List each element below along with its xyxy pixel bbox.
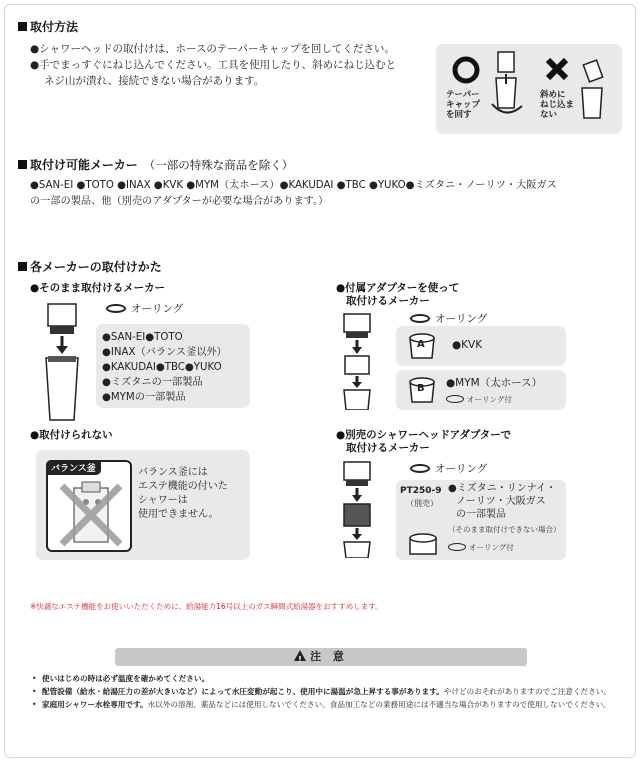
adapter-b-letter: B xyxy=(417,383,425,394)
separate-model-note: （別売） xyxy=(406,499,438,508)
separate-title-2: 取付けるメーカー xyxy=(346,442,430,454)
adapter-a-maker: ●KVK xyxy=(452,339,483,351)
separate-oring-attached: オーリング付 xyxy=(448,542,514,553)
install-illustration xyxy=(436,44,622,134)
cannot-title: ●取付けられない xyxy=(30,429,113,441)
install-line-2: ●手でまっすぐにねじ込んでください。工具を使用したり、斜めにねじ込むと xyxy=(30,59,397,71)
direct-maker-5: ●MYMの一部製品 xyxy=(102,392,186,403)
makers-line-2: の一部の製品、他（別売のアダプターが必要な場合があります。） xyxy=(30,196,329,207)
each-maker-heading: 各メーカーの取付けかた xyxy=(18,258,162,275)
separate-oring: オーリング xyxy=(410,462,487,477)
direct-maker-2: ●INAX（バランス釜以外） xyxy=(102,347,227,358)
balance-heater-illustration xyxy=(56,478,126,548)
direct-maker-3: ●KAKUDAI●TBC●YUKO xyxy=(102,362,222,373)
makers-line-1: ●SAN-EI ●TOTO ●INAX ●KVK ●MYM（太ホース）●KAKUDAI ●TBC ●YUKO●ミズタニ・ノーリツ・大阪ガス xyxy=(30,180,557,191)
install-line-3: ネジ山が潰れ、接続できない場合があります。 xyxy=(44,75,265,87)
direct-title: ●そのまま取付けるメーカー xyxy=(30,282,165,294)
adapter-a-box xyxy=(396,326,566,366)
makers-heading: 取付け可能メーカー （一部の特殊な商品を除く） xyxy=(18,156,293,173)
caution-bar: !注 意 xyxy=(115,648,527,666)
adapter-a-letter: A xyxy=(417,339,425,350)
direct-maker-1: ●SAN-EI●TOTO xyxy=(102,332,183,343)
oring-icon xyxy=(106,304,126,313)
direct-maker-4: ●ミズタニの一部製品 xyxy=(102,377,203,388)
caution-item: • 配管設備（給水・給湯圧力の差が大きいなど）によって水圧変動が起こり、使用中に湯温が急上昇する事があります。やけどのおそれがありますのでご注意ください。 xyxy=(32,685,612,698)
separate-adapter-icon xyxy=(404,530,444,558)
cannot-box xyxy=(36,450,250,560)
adapter-title-1: ●付属アダプターを使って xyxy=(336,282,460,294)
adapter-oring: オーリング xyxy=(410,312,487,327)
separate-title-1: ●別売のシャワーヘッドアダプターで xyxy=(336,429,512,441)
install-line-1: ●シャワーヘッドの取付けは、ホースのテーパーキャップを回してください。 xyxy=(30,43,395,55)
recommend-note: ※快適なエステ機能をお使いいただくために、給湯能力16号以上のガス瞬間式給湯器をおすすめします。 xyxy=(30,602,383,611)
adapter-hose-illustration xyxy=(338,310,378,410)
ok-label: テーパー キャップ を回す xyxy=(446,90,481,120)
adapter-b-oring: オーリング付 xyxy=(446,394,512,405)
balance-badge: バランス釜 xyxy=(46,460,101,475)
separate-box xyxy=(396,480,566,560)
install-heading: 取付方法 xyxy=(18,18,78,35)
oring-icon xyxy=(446,395,464,403)
adapter-title-2: 取付けるメーカー xyxy=(346,295,430,307)
warning-icon xyxy=(294,650,306,661)
separate-model: PT250-9 xyxy=(400,486,442,496)
oring-icon xyxy=(410,464,430,473)
direct-hose-illustration xyxy=(40,300,90,428)
caution-item: • 使いはじめの時は必ず温度を確かめてください。 xyxy=(32,672,612,685)
balance-heater-panel xyxy=(46,460,132,552)
ng-label: 斜めに ねじ込ま ない xyxy=(540,90,575,120)
caution-item: • 家庭用シャワー水栓専用です。水以外の溶剤、薬品などには使用しないでください。食品加工などの業務用途には不適当な場合がありますので使用しないでください。 xyxy=(32,698,612,711)
caution-list xyxy=(32,672,612,711)
separate-hose-illustration xyxy=(338,458,378,558)
separate-makers: ●ミズタニ・リンナイ・ ノーリツ・大阪ガス の一部製品 xyxy=(448,483,557,520)
direct-maker-box xyxy=(96,324,250,408)
cannot-text: バランス釜には エステ機能の付いた シャワーは 使用できません。 xyxy=(138,467,228,520)
oring-icon xyxy=(410,314,430,323)
adapter-b-maker: ●MYM（太ホース） xyxy=(446,377,543,389)
oring-icon xyxy=(448,543,466,551)
adapter-b-box xyxy=(396,370,566,410)
install-illustration-svg xyxy=(436,44,622,134)
separate-small-note: （そのまま取付けできない場合） xyxy=(448,525,561,534)
direct-oring: オーリング xyxy=(106,302,183,317)
